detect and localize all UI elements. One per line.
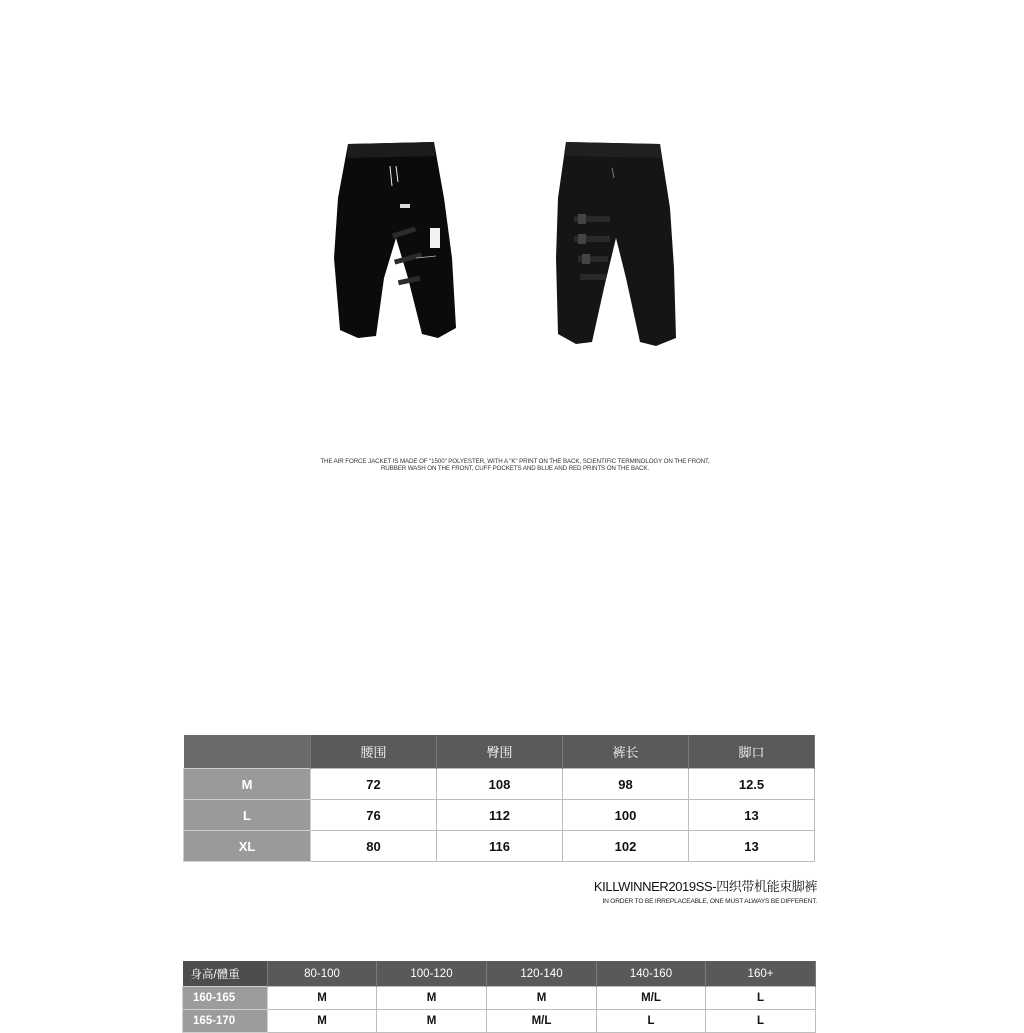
header-weight-range: 100-120 xyxy=(377,961,487,987)
table-cell: M xyxy=(377,987,487,1010)
header-corner xyxy=(184,735,311,769)
description-line-2: RUBBER WASH ON THE FRONT, CUFF POCKETS AND BLUE AND RED PRINTS ON THE BACK. xyxy=(380,465,650,472)
table-cell: M xyxy=(268,987,377,1010)
height-label: 160-165 xyxy=(183,987,268,1010)
table-cell: 102 xyxy=(563,831,689,862)
table-cell: 98 xyxy=(563,769,689,800)
fit-header-row xyxy=(183,961,816,987)
table-row xyxy=(183,1010,816,1033)
header-weight-range: 160+ xyxy=(706,961,816,987)
table-cell: 12.5 xyxy=(689,769,815,800)
table-cell: 112 xyxy=(437,800,563,831)
header-hip: 臀围 xyxy=(437,735,563,769)
table-row xyxy=(183,987,816,1010)
fit-guide-table xyxy=(182,961,816,1033)
description-line-1: THE AIR FORCE JACKET IS MADE OF "1500" POLYESTER, WITH A "K" PRINT ON THE BACK, SCIENTIFIC TERMINOLOGY ON THE FRONT, xyxy=(320,458,710,465)
pants-front-image xyxy=(330,138,462,344)
size-label: L xyxy=(184,800,311,831)
table-cell: M xyxy=(377,1010,487,1033)
header-hem: 脚口 xyxy=(689,735,815,769)
table-cell: L xyxy=(706,987,816,1010)
header-height-weight: 身高/體重 xyxy=(183,961,268,987)
table-cell: L xyxy=(597,1010,706,1033)
table-cell: 108 xyxy=(437,769,563,800)
table-cell: M xyxy=(268,1010,377,1033)
brand-title: KILLWINNER2019SS-四织带机能束脚裤 xyxy=(593,879,817,894)
brand-slogan: IN ORDER TO BE IRREPLACEABLE, ONE MUST ALWAYS BE DIFFERENT. xyxy=(602,898,817,905)
product-images xyxy=(0,0,1024,472)
table-cell: 72 xyxy=(311,769,437,800)
table-cell: 13 xyxy=(689,831,815,862)
height-label: 165-170 xyxy=(183,1010,268,1033)
table-row xyxy=(184,800,815,831)
table-cell: M xyxy=(487,987,597,1010)
table-cell: 116 xyxy=(437,831,563,862)
product-description xyxy=(300,458,730,472)
measurement-table xyxy=(183,735,815,862)
table-cell: M/L xyxy=(487,1010,597,1033)
table-cell: M/L xyxy=(597,987,706,1010)
table-row xyxy=(184,831,815,862)
table-cell: 13 xyxy=(689,800,815,831)
pants-back-image xyxy=(552,138,680,350)
header-weight-range: 120-140 xyxy=(487,961,597,987)
header-length: 裤长 xyxy=(563,735,689,769)
table-cell: L xyxy=(706,1010,816,1033)
measurement-header-row xyxy=(184,735,815,769)
table-row xyxy=(184,769,815,800)
header-waist: 腰围 xyxy=(311,735,437,769)
brand-block xyxy=(560,876,817,905)
header-weight-range: 80-100 xyxy=(268,961,377,987)
header-weight-range: 140-160 xyxy=(597,961,706,987)
table-cell: 76 xyxy=(311,800,437,831)
size-label: XL xyxy=(184,831,311,862)
table-cell: 80 xyxy=(311,831,437,862)
table-cell: 100 xyxy=(563,800,689,831)
size-label: M xyxy=(184,769,311,800)
